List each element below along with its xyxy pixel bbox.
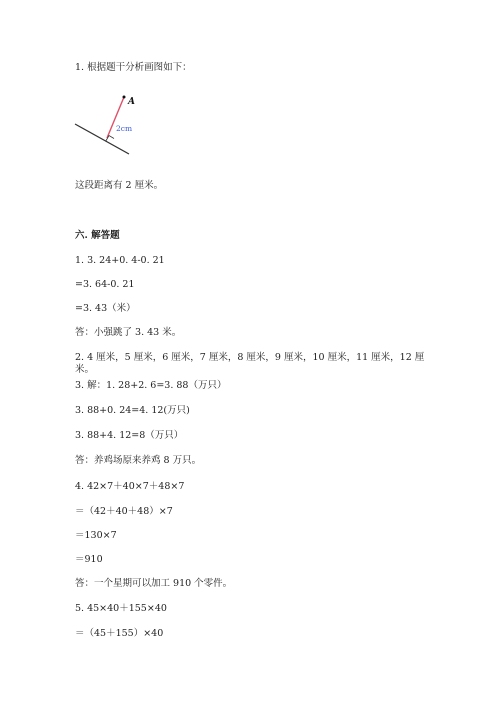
answer-line: 答：养鸡场原来养鸡 8 万只。 — [75, 455, 202, 466]
answer-line: 3. 88+0. 24=4. 12(万只) — [75, 405, 190, 416]
answer-line: ＝（42＋40＋48）×7 — [75, 506, 173, 517]
right-angle-mark — [106, 136, 115, 142]
answer-line: ＝130×7 — [75, 530, 117, 541]
distance-diagram — [72, 92, 138, 158]
intro-text: 1. 根据题干分析画图如下： — [75, 62, 192, 73]
point-a-dot — [123, 96, 126, 99]
answer-line: =3. 64-0. 21 — [75, 279, 135, 290]
answer-line: 答：一个星期可以加工 910 个零件。 — [75, 578, 233, 589]
answer-line: ＝（45＋155）×40 — [75, 628, 164, 639]
length-label: 2cm — [116, 124, 133, 133]
answer-line: 3. 解：1. 28+2. 6=3. 88（万只） — [75, 380, 227, 391]
answer-line: =3. 43（米） — [75, 303, 136, 314]
answer-line: 4. 42×7＋40×7＋48×7 — [75, 481, 185, 492]
point-a-label: A — [128, 97, 135, 107]
conclusion-text: 这段距离有 2 厘米。 — [75, 180, 164, 191]
answer-line: ＝910 — [75, 554, 103, 565]
answer-line: 5. 45×40＋155×40 — [75, 603, 167, 614]
answer-line: 答：小强跳了 3. 43 米。 — [75, 327, 182, 338]
answer-line: 3. 88+4. 12=8（万只） — [75, 430, 184, 441]
section-title: 六. 解答题 — [75, 230, 120, 241]
answer-line: 1. 3. 24+0. 4-0. 21 — [75, 255, 165, 266]
answer-line: 2. 4 厘米，5 厘米，6 厘米，7 厘米，8 厘米，9 厘米，10 厘米，11 厘米，12 厘米。 — [75, 352, 425, 375]
